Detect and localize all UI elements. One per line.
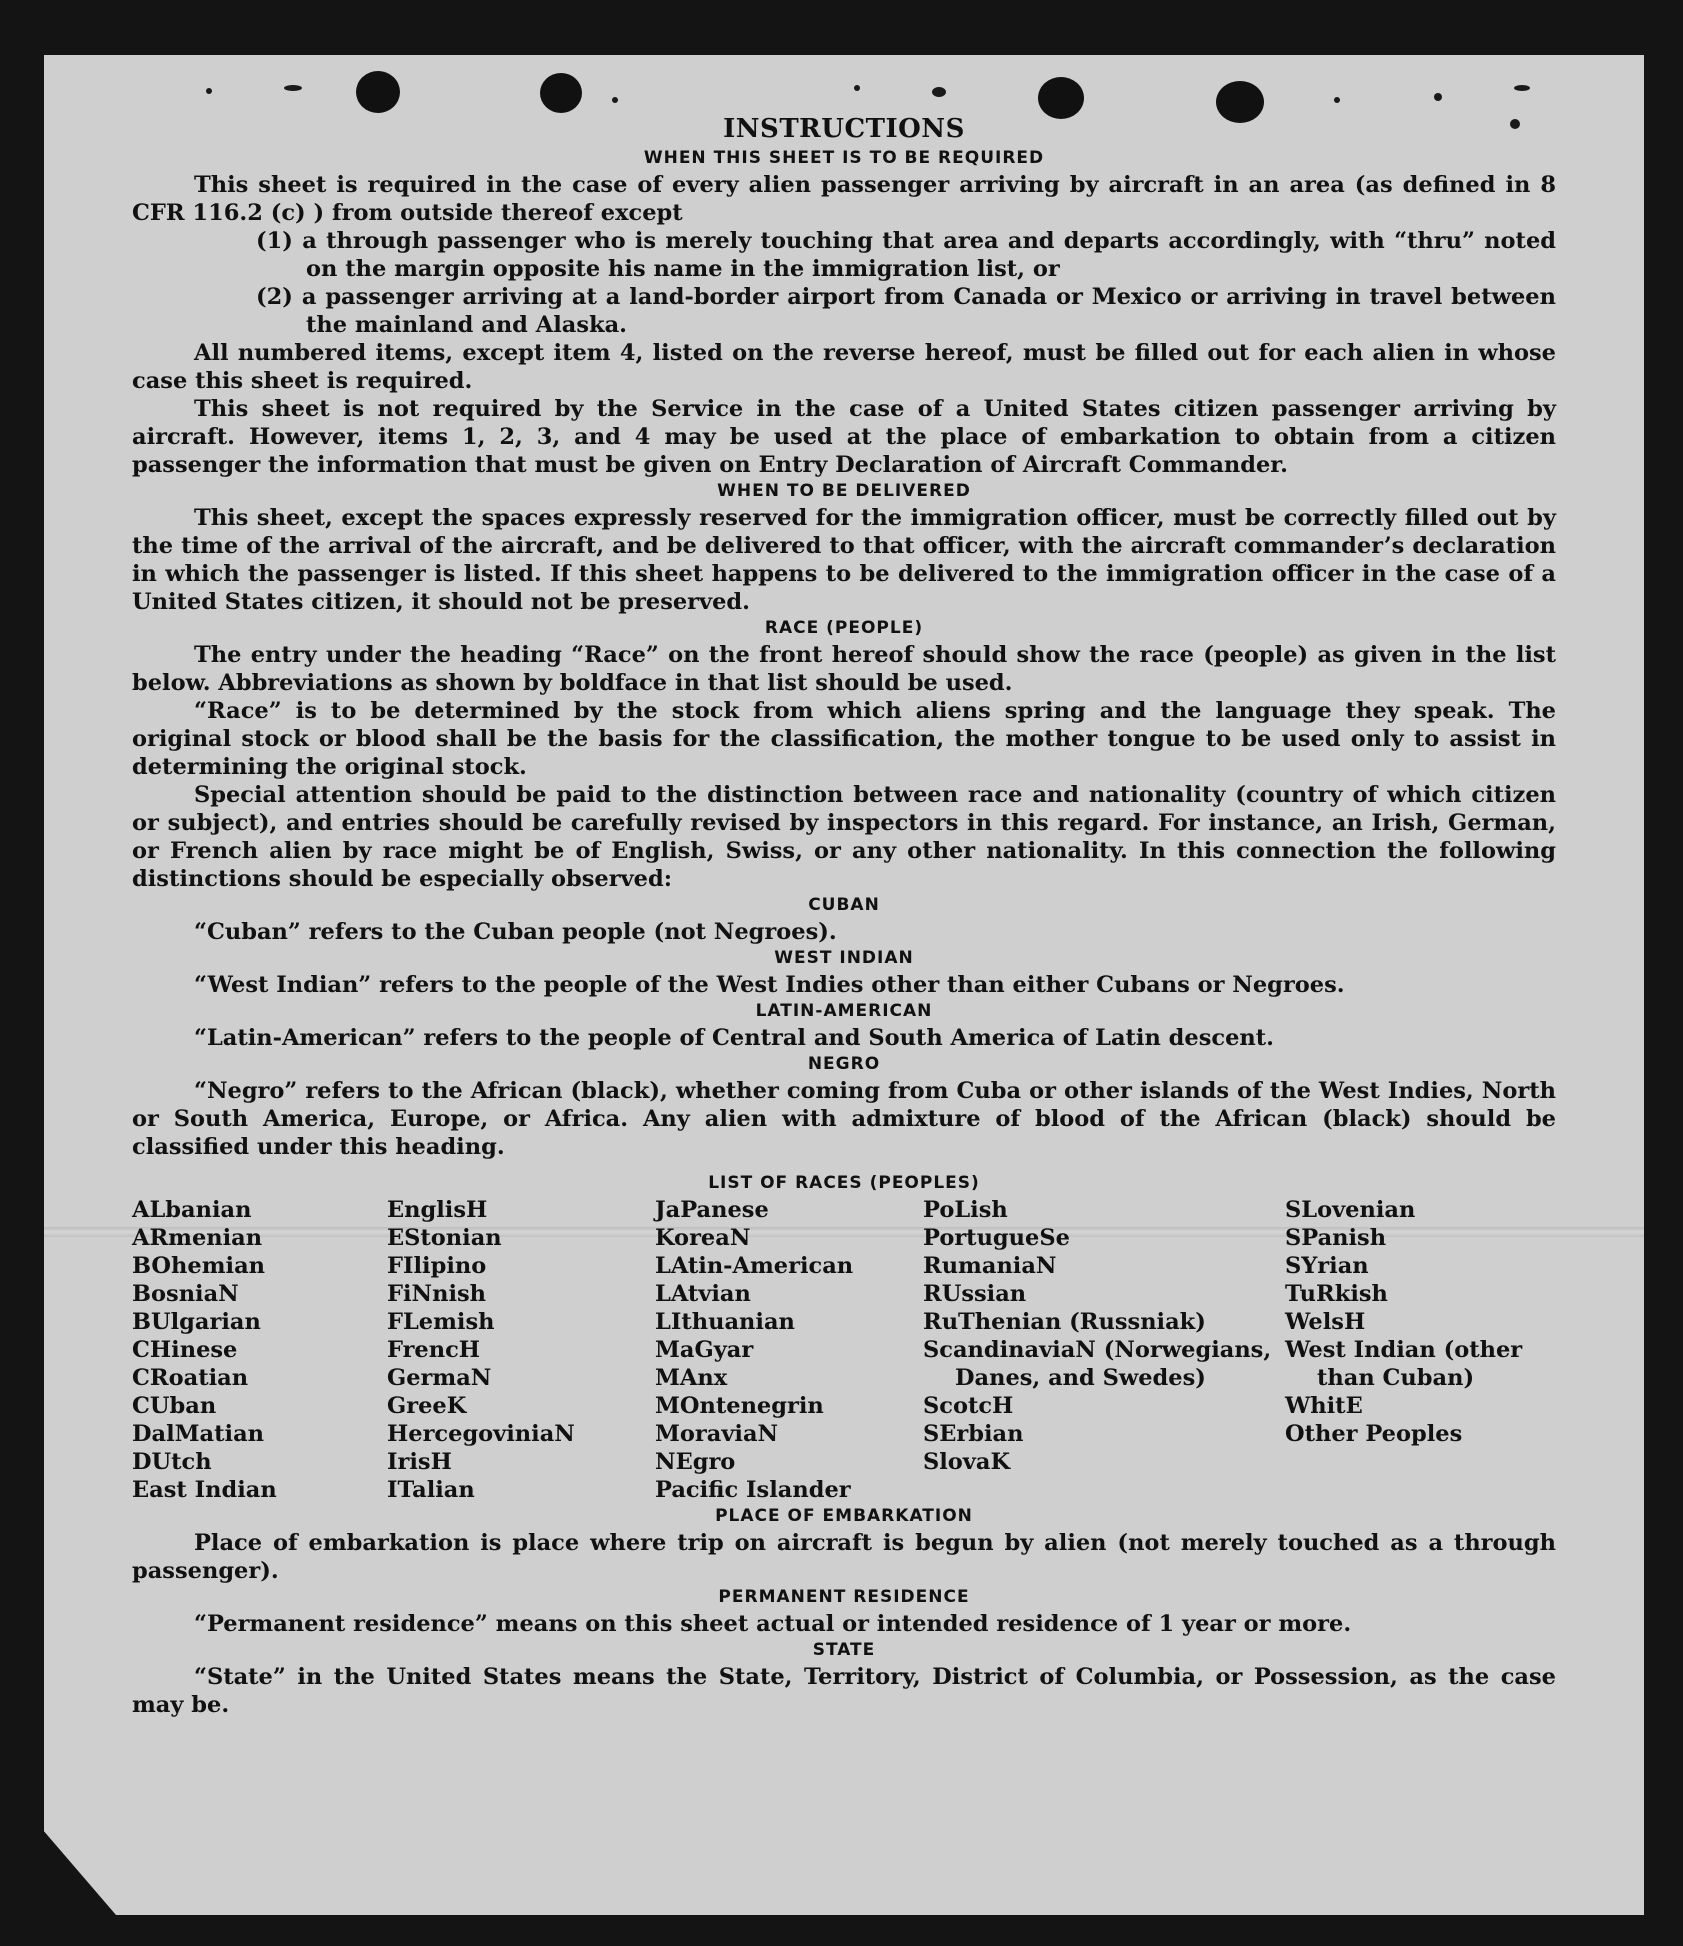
speck bbox=[284, 85, 302, 91]
speck bbox=[1434, 93, 1442, 101]
punch-hole-1 bbox=[356, 71, 400, 113]
heading-cuban: CUBAN bbox=[808, 895, 880, 915]
race-entry: LAtin-American bbox=[655, 1253, 854, 1279]
race-entry: MaGyar bbox=[655, 1337, 754, 1363]
race-entry: ALbanian bbox=[132, 1197, 252, 1223]
paragraph-delivery: This sheet, except the spaces expressly reserved for the immigration officer, must be correctly filled out by the time of the arrival of the aircraft, and be delivered to that officer, with the aircraft commander’s declaration in which the passenger is listed. If this sheet happens to be delivered to the immigration officer in the case of a United States citizen, it should not be preserved. bbox=[132, 505, 1556, 615]
exception-item-2: (2) a passenger arriving at a land-border airport from Canada or Mexico or arriving in travel between the mainland and Alaska. bbox=[256, 284, 1556, 338]
heading-permanent-residence: PERMANENT RESIDENCE bbox=[718, 1587, 970, 1607]
speck bbox=[1334, 97, 1340, 103]
race-entry: Pacific Islander bbox=[655, 1477, 851, 1503]
heading-list-of-races: LIST OF RACES (PEOPLES) bbox=[708, 1173, 980, 1193]
race-entry: ScotcH bbox=[923, 1393, 1014, 1419]
race-entry: FrencH bbox=[387, 1337, 481, 1363]
heading-negro: NEGRO bbox=[807, 1054, 881, 1074]
race-entry: HercegoviniaN bbox=[387, 1421, 575, 1447]
heading-when-required: WHEN THIS SHEET IS TO BE REQUIRED bbox=[643, 148, 1045, 168]
definition-embarkation: Place of embarkation is place where trip on aircraft is begun by alien (not merely touched as a through passenger). bbox=[132, 1530, 1556, 1584]
race-entry: RuThenian (Russniak) bbox=[923, 1309, 1206, 1335]
punch-hole-2 bbox=[540, 73, 582, 113]
race-entry: East Indian bbox=[132, 1477, 277, 1503]
race-entry: BosniaN bbox=[132, 1281, 239, 1307]
race-entry: JaPanese bbox=[655, 1197, 769, 1223]
races-column-5 bbox=[1285, 1196, 1556, 1504]
race-entry: PortugueSe bbox=[923, 1225, 1070, 1251]
heading-latin-american: LATIN-AMERICAN bbox=[755, 1001, 933, 1021]
race-entry: WhitE bbox=[1285, 1393, 1363, 1419]
race-entry: EStonian bbox=[387, 1225, 502, 1251]
races-column-1 bbox=[132, 1196, 387, 1504]
heading-state: STATE bbox=[812, 1640, 876, 1660]
instructions-content bbox=[132, 112, 1556, 1719]
race-entry: FIlipino bbox=[387, 1253, 487, 1279]
race-entry: RUssian bbox=[923, 1281, 1027, 1307]
races-column-3 bbox=[655, 1196, 923, 1504]
page-title: INSTRUCTIONS bbox=[723, 114, 965, 144]
race-entry: PoLish bbox=[923, 1197, 1008, 1223]
heading-when-delivered: WHEN TO BE DELIVERED bbox=[717, 481, 971, 501]
race-entry: MAnx bbox=[655, 1365, 728, 1391]
races-column-4 bbox=[923, 1196, 1285, 1504]
race-entry: CUban bbox=[132, 1393, 217, 1419]
speck bbox=[932, 87, 946, 97]
definition-west-indian: “West Indian” refers to the people of the West Indies other than either Cubans or Negroes. bbox=[194, 972, 1345, 998]
exception-item-1: (1) a through passenger who is merely touching that area and departs accordingly, with “thru” noted on the margin opposite his name in the immigration list, or bbox=[256, 228, 1556, 282]
definition-latin-american: “Latin-American” refers to the people of Central and South America of Latin descent. bbox=[194, 1025, 1274, 1051]
race-entry: MoraviaN bbox=[655, 1421, 779, 1447]
race-entry: CRoatian bbox=[132, 1365, 249, 1391]
race-entry: DUtch bbox=[132, 1449, 212, 1475]
race-entry: GermaN bbox=[387, 1365, 492, 1391]
race-entry: BUlgarian bbox=[132, 1309, 261, 1335]
race-entry: LIthuanian bbox=[655, 1309, 795, 1335]
paragraph-race-nationality: Special attention should be paid to the distinction between race and nationality (country of which citizen or subject), and entries should be carefully revised by inspectors in this regard. For instance, an Irish, German, or French alien by race might be of English, Swiss, or any other nationality. In this connection the following distinctions should be especially observed: bbox=[132, 782, 1556, 892]
race-entry: FiNnish bbox=[387, 1281, 487, 1307]
race-entry: KoreaN bbox=[655, 1225, 751, 1251]
definition-state: “State” in the United States means the State, Territory, District of Columbia, or Possession, as the case may be. bbox=[132, 1664, 1556, 1718]
paragraph-intro: This sheet is required in the case of every alien passenger arriving by aircraft in an area (as defined in 8 CFR 116.2 (c) ) from outside thereof except bbox=[132, 172, 1556, 226]
race-entry: MOntenegrin bbox=[655, 1393, 824, 1419]
speck bbox=[1514, 85, 1530, 91]
speck bbox=[206, 88, 212, 94]
race-entry: WelsH bbox=[1285, 1309, 1366, 1335]
race-entry: West Indian (other than Cuban) bbox=[1285, 1337, 1523, 1391]
race-entry: TuRkish bbox=[1285, 1281, 1388, 1307]
paragraph-citizen: This sheet is not required by the Service in the case of a United States citizen passenger arriving by aircraft. However, items 1, 2, 3, and 4 may be used at the place of embarkation to obtain from a citizen passenger the information that must be given on Entry Declaration of Aircraft Commander. bbox=[132, 396, 1556, 478]
definition-residence: “Permanent residence” means on this sheet actual or intended residence of 1 year or more. bbox=[194, 1611, 1352, 1637]
heading-west-indian: WEST INDIAN bbox=[774, 948, 914, 968]
race-entry: FLemish bbox=[387, 1309, 495, 1335]
race-entry: SPanish bbox=[1285, 1225, 1387, 1251]
speck bbox=[854, 85, 860, 91]
race-entry: Other Peoples bbox=[1285, 1421, 1463, 1447]
race-entry: RumaniaN bbox=[923, 1253, 1057, 1279]
race-entry: BOhemian bbox=[132, 1253, 266, 1279]
race-entry: SlovaK bbox=[923, 1449, 1011, 1475]
paragraph-race-entry: The entry under the heading “Race” on the front hereof should show the race (people) as given in the list below. Abbreviations as shown by boldface in that list should be used. bbox=[132, 642, 1556, 696]
race-entry: EnglisH bbox=[387, 1197, 488, 1223]
race-entry: GreeK bbox=[387, 1393, 467, 1419]
races-list bbox=[132, 1196, 1556, 1504]
race-entry: IrisH bbox=[387, 1449, 452, 1475]
race-entry: ScandinaviaN (Norwegians, Danes, and Swedes) bbox=[923, 1337, 1272, 1391]
paragraph-race-stock: “Race” is to be determined by the stock from which aliens spring and the language they speak. The original stock or blood shall be the basis for the classification, the mother tongue to be used only to assist in determining the original stock. bbox=[132, 698, 1556, 780]
paragraph-numbered-items: All numbered items, except item 4, listed on the reverse hereof, must be filled out for each alien in whose case this sheet is required. bbox=[132, 340, 1556, 394]
speck bbox=[612, 97, 618, 103]
race-entry: SLovenian bbox=[1285, 1197, 1416, 1223]
definition-negro: “Negro” refers to the African (black), whether coming from Cuba or other islands of the West Indies, North or South America, Europe, or Africa. Any alien with admixture of blood of the African (black) should be classified under this heading. bbox=[132, 1078, 1556, 1160]
race-entry: SYrian bbox=[1285, 1253, 1369, 1279]
race-entry: SErbian bbox=[923, 1421, 1024, 1447]
heading-race: RACE (PEOPLE) bbox=[764, 618, 924, 638]
races-column-2 bbox=[387, 1196, 655, 1504]
definition-cuban: “Cuban” refers to the Cuban people (not Negroes). bbox=[194, 919, 837, 945]
race-entry: ITalian bbox=[387, 1477, 475, 1503]
race-entry: DalMatian bbox=[132, 1421, 265, 1447]
race-entry: CHinese bbox=[132, 1337, 238, 1363]
heading-place-of-embarkation: PLACE OF EMBARKATION bbox=[715, 1506, 973, 1526]
race-entry: ARmenian bbox=[132, 1225, 263, 1251]
race-entry: LAtvian bbox=[655, 1281, 751, 1307]
race-entry: NEgro bbox=[655, 1449, 736, 1475]
